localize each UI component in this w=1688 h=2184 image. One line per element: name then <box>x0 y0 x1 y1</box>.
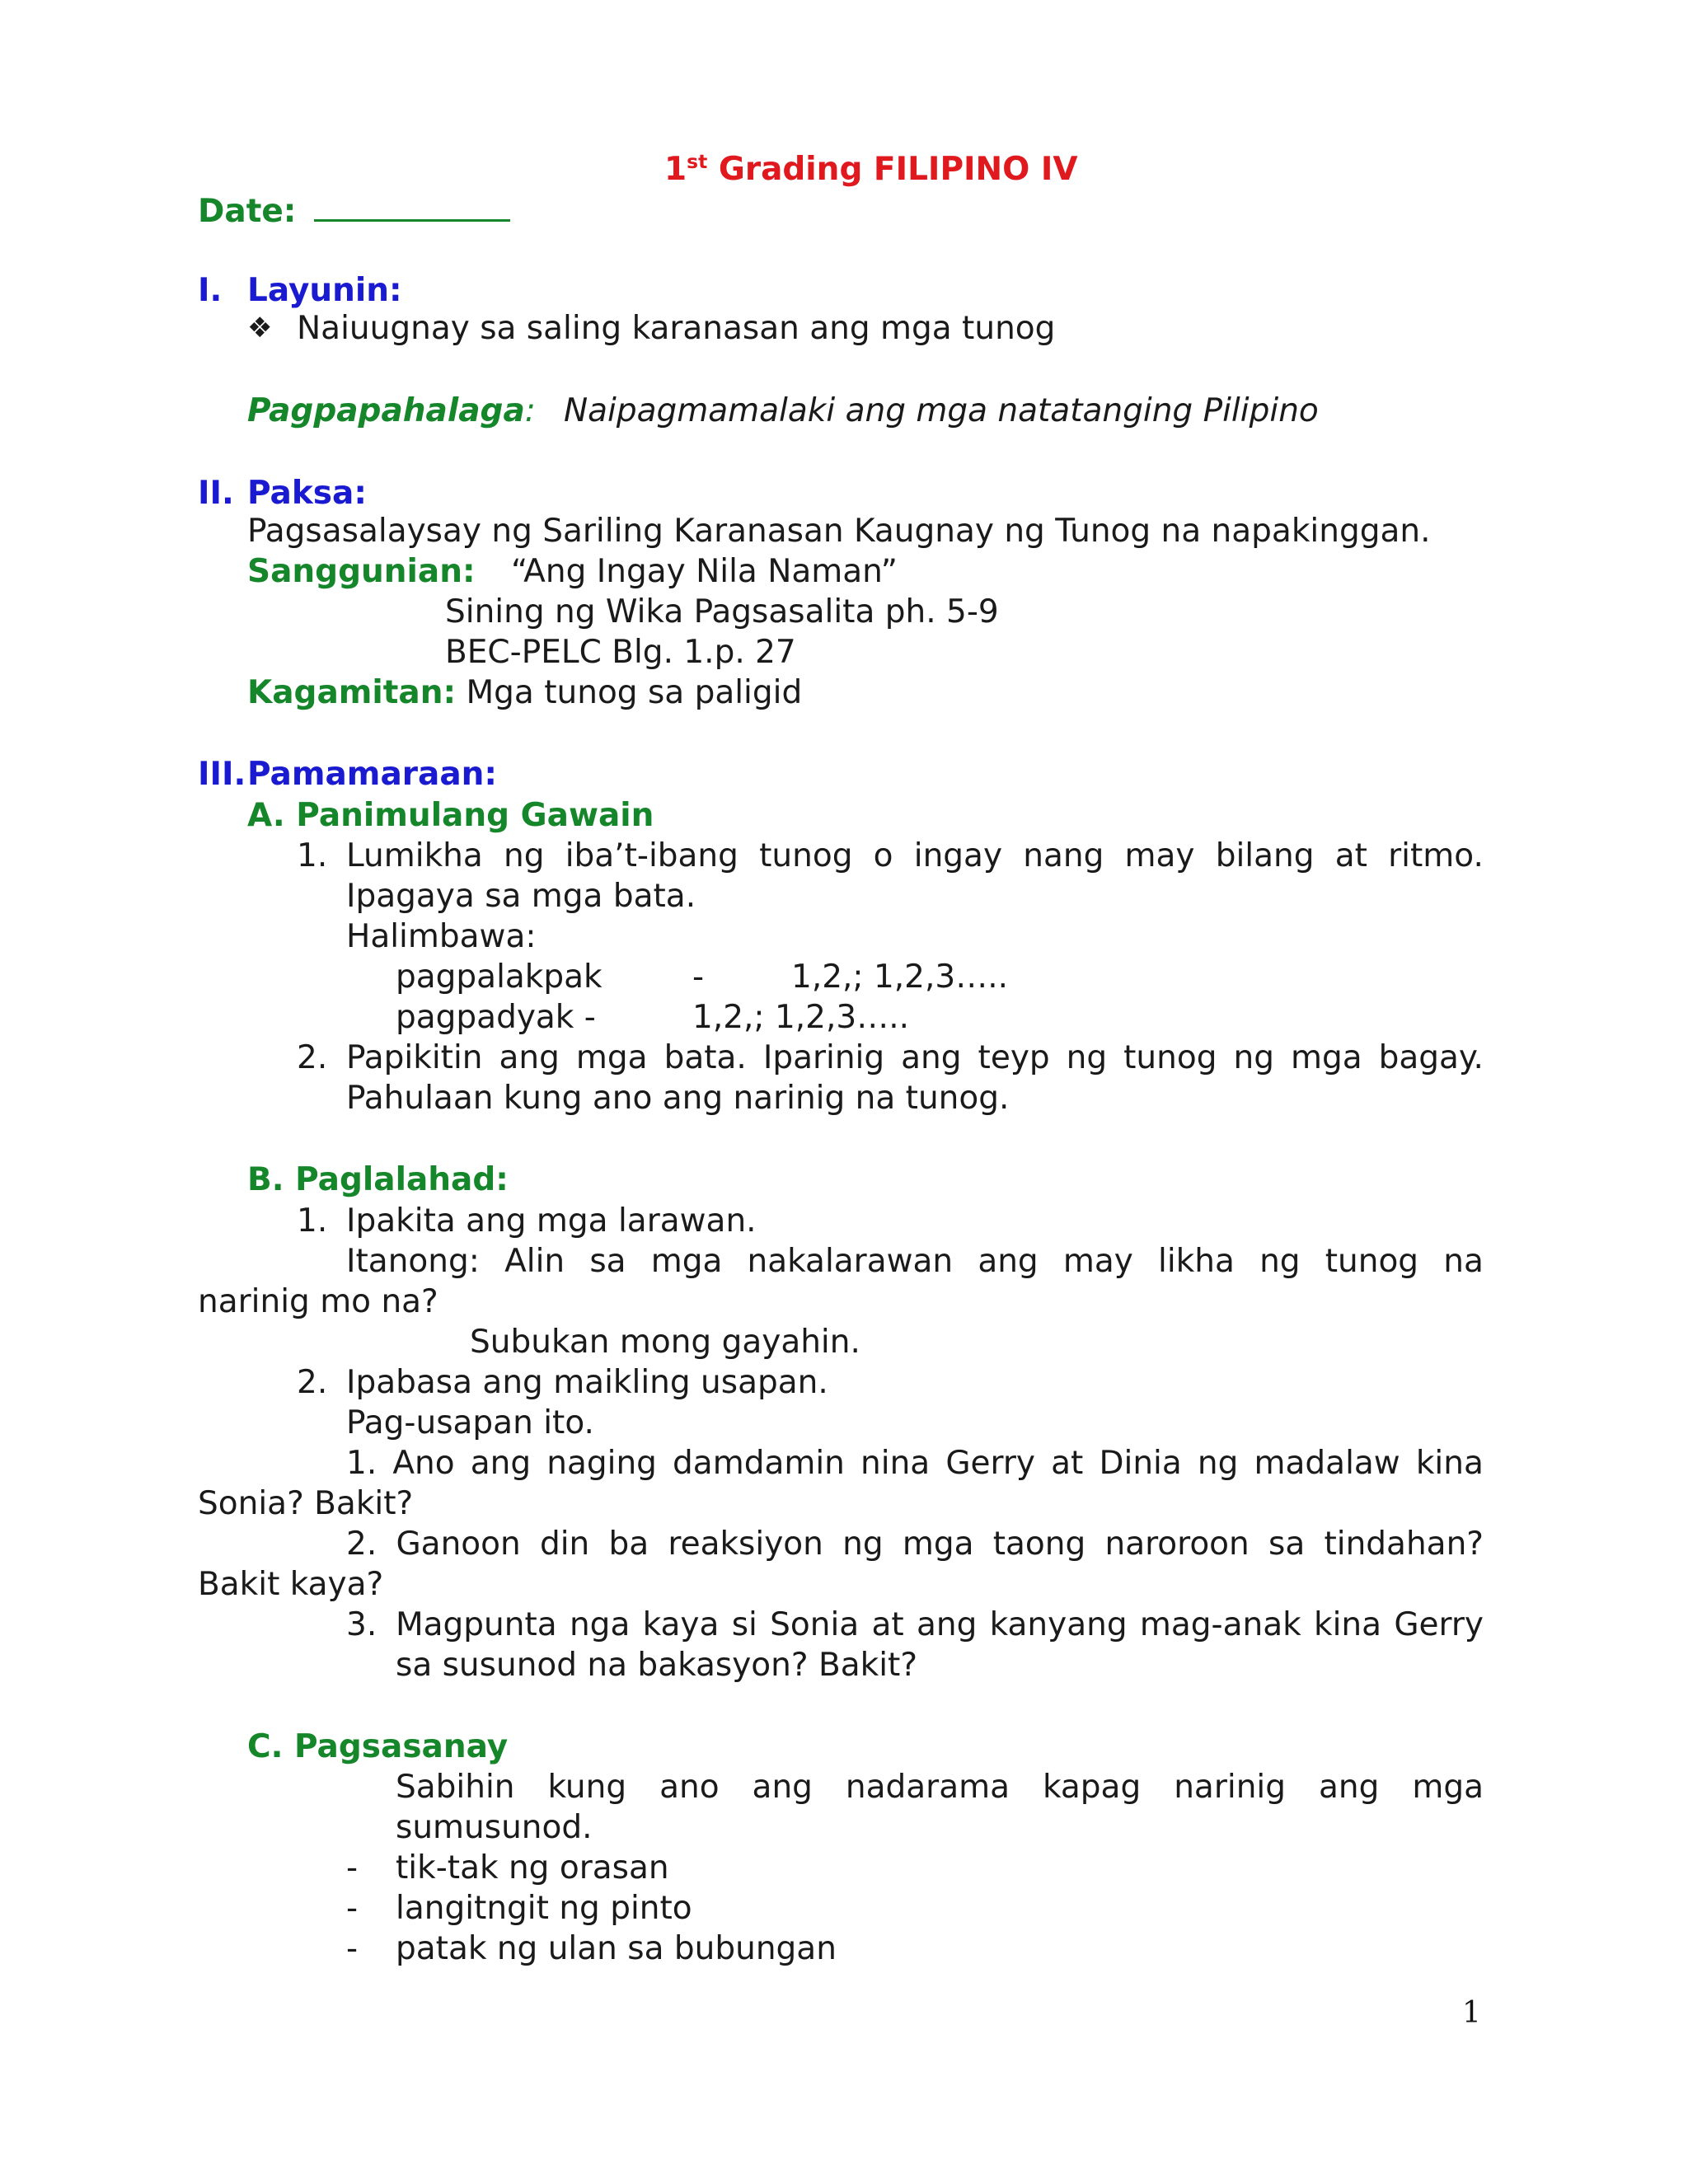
word: kaya <box>642 1606 720 1643</box>
word: mga <box>575 1039 648 1076</box>
b1-text: Ipakita ang mga larawan. <box>346 1202 757 1240</box>
word: Papikitin <box>346 1039 483 1076</box>
question-1-continuation: Sonia? Bakit? <box>198 1485 414 1522</box>
c-instruction-line <box>396 1769 1484 1806</box>
word: 2. <box>346 1526 377 1563</box>
example-1-dash: - <box>692 958 705 996</box>
word: damdamin <box>673 1445 845 1482</box>
sanggunian-ref-2: Sining ng Wika Pagsasalita ph. 5-9 <box>445 593 999 630</box>
word: ritmo. <box>1388 837 1484 874</box>
c-item-2-dash: - <box>346 1890 359 1927</box>
word: reaksiyon <box>668 1526 823 1563</box>
word: ng <box>842 1526 884 1563</box>
question-3-line <box>396 1606 1484 1643</box>
word: taong <box>992 1526 1086 1563</box>
word: ng <box>1259 1243 1301 1280</box>
word: likha <box>1158 1243 1235 1280</box>
section-1-title: Layunin: <box>247 272 402 309</box>
c-item-3-dash: - <box>346 1930 359 1967</box>
c-item-1: tik-tak ng orasan <box>396 1849 669 1886</box>
example-1-count: 1,2,; 1,2,3….. <box>791 958 1008 996</box>
word: at <box>1334 837 1367 874</box>
c-item-2: langitngit ng pinto <box>396 1890 692 1927</box>
word: nakalarawan <box>747 1243 954 1280</box>
section-2-title: Paksa: <box>247 475 367 512</box>
page-number: 1 <box>1462 1996 1481 2030</box>
word: at <box>871 1606 904 1643</box>
word: ingay <box>913 837 1003 874</box>
b1-question-continuation: narinig mo na? <box>198 1283 438 1320</box>
word: mga <box>902 1526 974 1563</box>
objective-item: Naiuugnay sa saling karanasan ang mga tunog <box>297 310 1056 347</box>
b2-number: 2. <box>297 1364 328 1401</box>
word: may <box>1062 1243 1133 1280</box>
word: madalaw <box>1254 1445 1400 1482</box>
word: bilang <box>1215 837 1315 874</box>
a1-number: 1. <box>297 837 328 874</box>
word: mga <box>650 1243 723 1280</box>
example-2-label: pagpadyak - <box>396 999 596 1036</box>
b1-subtext: Subukan mong gayahin. <box>470 1324 860 1361</box>
a2-continuation: Pahulaan kung ano ang narinig na tunog. <box>346 1080 1010 1117</box>
kagamitan-line: Kagamitan: Mga tunog sa paligid <box>247 674 803 711</box>
word: Ganoon <box>396 1526 521 1563</box>
example-2-count: 1,2,; 1,2,3….. <box>692 999 909 1036</box>
sanggunian-ref-1: “Ang Ingay Nila Naman” <box>511 553 898 590</box>
section-3-title: Pamamaraan: <box>247 756 497 793</box>
section-3-heading: III. <box>198 756 246 793</box>
word: tunog <box>759 837 853 874</box>
word: at <box>1051 1445 1084 1482</box>
word: nadarama <box>845 1769 1010 1806</box>
word: kung <box>547 1769 627 1806</box>
a1-line <box>346 837 1484 874</box>
word: Sabihin <box>396 1769 515 1806</box>
word: ang <box>470 1445 532 1482</box>
bullet-icon: ❖ <box>247 312 273 344</box>
word: narinig <box>1174 1769 1286 1806</box>
c-item-1-dash: - <box>346 1849 359 1886</box>
a2-line <box>346 1039 1484 1076</box>
subsection-b-title: B. Paglalahad: <box>247 1161 509 1198</box>
word: tunog <box>1325 1243 1419 1280</box>
word: sa <box>589 1243 626 1280</box>
word: Dinia <box>1099 1445 1182 1482</box>
word: ang <box>752 1769 813 1806</box>
word: naging <box>546 1445 657 1482</box>
section-2-heading: II. <box>198 475 234 512</box>
word: mga <box>1290 1039 1362 1076</box>
word: kapag <box>1043 1769 1142 1806</box>
page-title: 1st Grading FILIPINO IV <box>664 150 1078 188</box>
word: Magpunta <box>396 1606 557 1643</box>
word: Itanong: <box>346 1243 480 1280</box>
word: Lumikha <box>346 837 483 874</box>
a1-continuation: Ipagaya sa mga bata. <box>346 878 696 915</box>
subsection-a-title: A. Panimulang Gawain <box>247 797 654 834</box>
word: Ano <box>392 1445 455 1482</box>
word: nina <box>860 1445 931 1482</box>
word: ang <box>978 1243 1039 1280</box>
word: 1. <box>346 1445 377 1482</box>
date-field: Date: <box>198 194 510 227</box>
c-instruction-continuation: sumusunod. <box>396 1809 593 1846</box>
word: ba <box>608 1526 649 1563</box>
b1-question-line <box>346 1243 1484 1280</box>
word: sa <box>1268 1526 1306 1563</box>
example-1-label: pagpalakpak <box>396 958 603 996</box>
word: nang <box>1023 837 1104 874</box>
question-3-number: 3. <box>346 1606 377 1643</box>
word: ng <box>1066 1039 1108 1076</box>
question-2-line <box>346 1526 1484 1563</box>
word: si <box>731 1606 757 1643</box>
question-2-continuation: Bakit kaya? <box>198 1566 384 1603</box>
word: iba’t-ibang <box>565 837 738 874</box>
word: o <box>873 837 893 874</box>
question-3-continuation: sa susunod na bakasyon? Bakit? <box>396 1647 918 1684</box>
subsection-c-title: C. Pagsasanay <box>247 1728 509 1765</box>
word: kanyang <box>989 1606 1128 1643</box>
word: ang <box>901 1039 962 1076</box>
word: may <box>1124 837 1195 874</box>
sanggunian-ref-3: BEC-PELC Blg. 1.p. 27 <box>445 634 796 671</box>
word: ang <box>916 1606 978 1643</box>
word: ng <box>504 837 545 874</box>
a1-example-label: Halimbawa: <box>346 918 537 955</box>
word: mag-anak <box>1139 1606 1301 1643</box>
word: Iparinig <box>762 1039 885 1076</box>
word: ng <box>1233 1039 1274 1076</box>
b1-number: 1. <box>297 1202 328 1240</box>
b2-subtext: Pag-usapan ito. <box>346 1404 594 1441</box>
word: na <box>1443 1243 1484 1280</box>
word: tindahan? <box>1324 1526 1484 1563</box>
c-item-3: patak ng ulan sa bubungan <box>396 1930 837 1967</box>
a2-number: 2. <box>297 1039 328 1076</box>
word: Alin <box>504 1243 565 1280</box>
sanggunian-label: Sanggunian: <box>247 553 476 590</box>
pagpapahalaga-line: Pagpapahalaga: Naipagmamalaki ang mga natatanging Pilipino <box>247 392 1319 429</box>
word: ang <box>499 1039 560 1076</box>
word: nga <box>569 1606 631 1643</box>
section-1-heading: I. <box>198 272 223 309</box>
b2-text: Ipabasa ang maikling usapan. <box>346 1364 828 1401</box>
word: naroroon <box>1104 1526 1250 1563</box>
word: bata. <box>663 1039 747 1076</box>
word: Sonia <box>770 1606 860 1643</box>
word: din <box>539 1526 590 1563</box>
word: ng <box>1197 1445 1239 1482</box>
word: Gerry <box>945 1445 1036 1482</box>
word: ano <box>659 1769 720 1806</box>
word: mga <box>1412 1769 1484 1806</box>
word: teyp <box>978 1039 1050 1076</box>
word: kina <box>1415 1445 1484 1482</box>
paksa-text: Pagsasalaysay ng Sariling Karanasan Kaugnay ng Tunog na napakinggan. <box>247 513 1431 550</box>
word: Gerry <box>1394 1606 1484 1643</box>
word: bagay. <box>1378 1039 1484 1076</box>
question-1-line <box>346 1445 1484 1482</box>
word: ang <box>1318 1769 1380 1806</box>
date-blank <box>314 194 510 222</box>
word: kina <box>1313 1606 1382 1643</box>
word: tunog <box>1123 1039 1217 1076</box>
